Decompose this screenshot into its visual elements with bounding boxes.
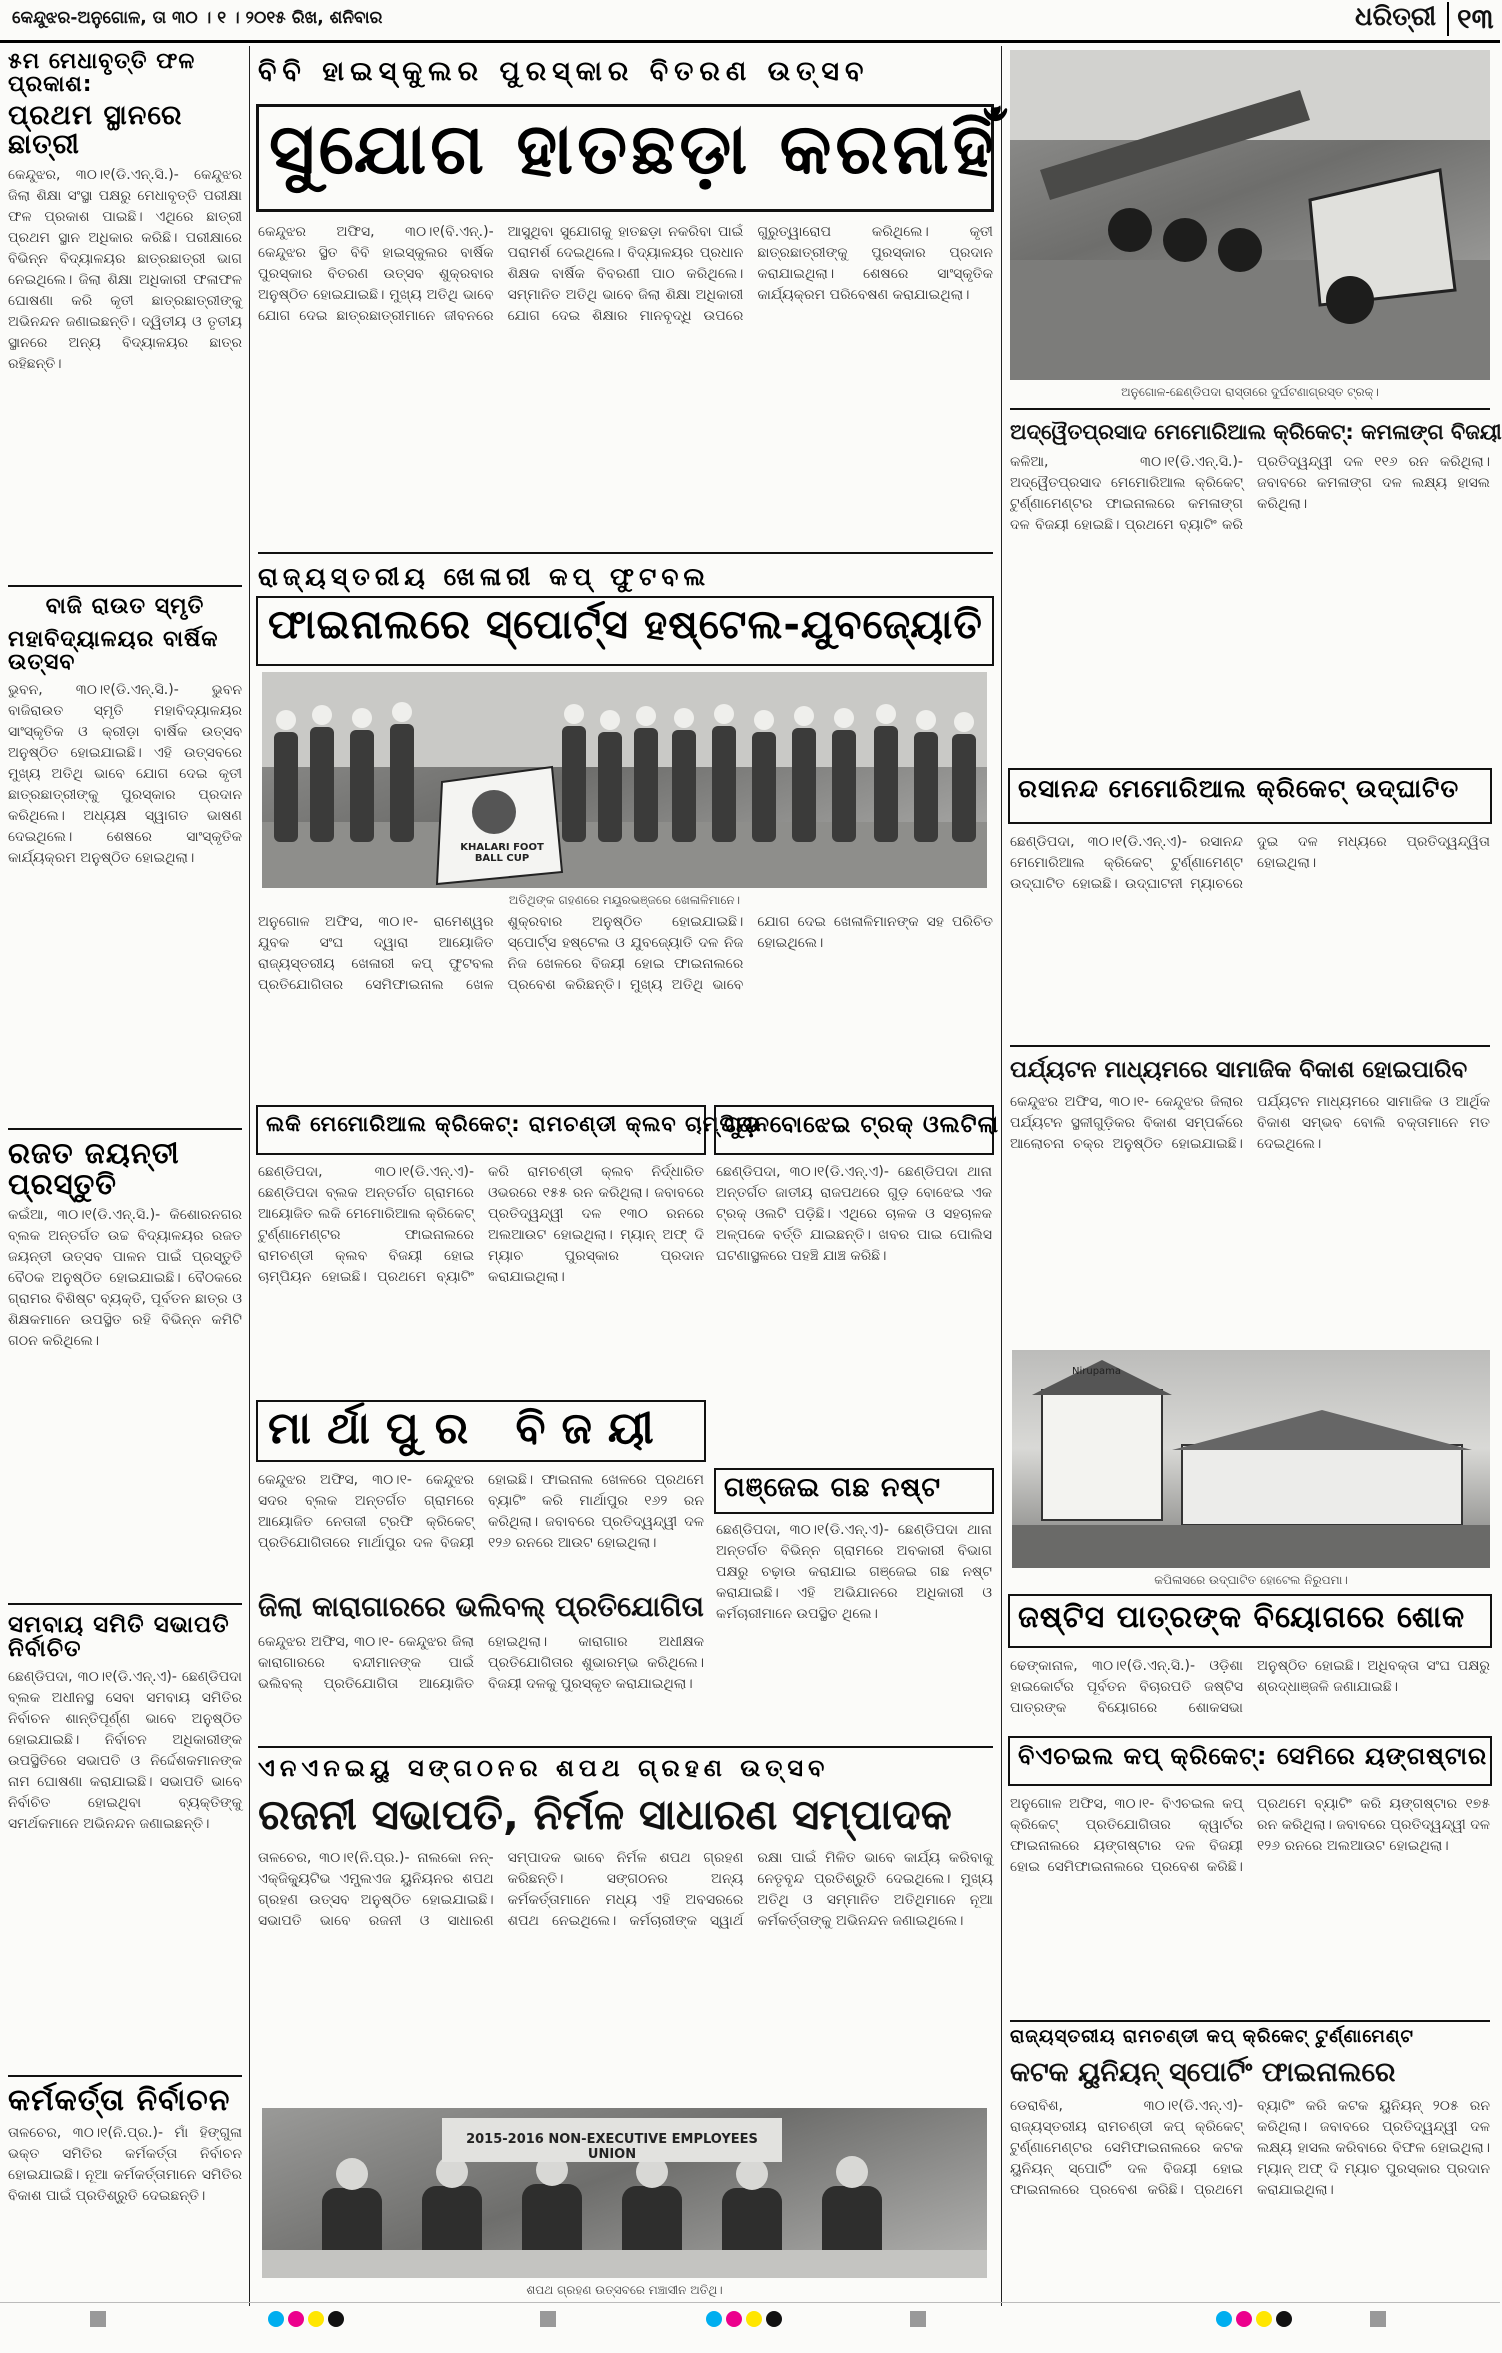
cyan-registration-mark [1216,2311,1232,2327]
headline-box [1008,768,1492,824]
hotel-building-photo [1012,1350,1490,1568]
headline: ଗଞ୍ଜେଇ ଗଛ ନଷ୍ଟ [724,1472,942,1503]
headline: ରସାନନ୍ଦ ମେମୋରିଆଲ କ୍ରିକେଟ୍ ଉଦ୍‌ଘାଟିତ [1018,774,1460,803]
article-body: ଅନୁଗୋଳ ଅଫିସ, ୩୦।୧- ରାମେଶ୍ୱର ଯୁବକ ସଂଘ ଦ୍ୱାରା ଆୟୋଜିତ ରାଜ୍ୟସ୍ତରୀୟ ଖେଳାରୀ କପ୍ ଫୁଟବଲ ପ୍ରତିଯୋଗିତାର ସେମିଫାଇନାଲ ଖେଳ ଶୁକ୍ରବାର ଅନୁଷ୍ଠିତ ହୋଇଯାଇଛି। ସ୍ପୋର୍ଟ୍ସ ହଷ୍ଟେଲ ଓ ଯୁବଜ୍ୟୋତି ଦଳ ନିଜ ନିଜ ଖେଳରେ ବିଜୟୀ ହୋଇ ଫାଇନାଲରେ ପ୍ରବେଶ କରିଛନ୍ତି। ମୁଖ୍ୟ ଅତିଥି ଭାବେ ଯୋଗ ଦେଇ ଖେଳାଳିମାନଙ୍କ ସହ ପରିଚିତ ହୋଇଥିଲେ। [258,914,993,993]
overturned-truck-photo [1010,50,1490,380]
headline: ମାର୍ଥାପୁର ବିଜୟୀ [268,1403,670,1454]
headline-box [256,1105,770,1155]
gray-step-mark [540,2311,556,2327]
cyan-registration-mark [268,2311,284,2327]
article-body: କେନ୍ଦୁଝର ଅଫିସ, ୩୦।୧- କେନ୍ଦୁଝର ସଦର ବ୍ଲକ ଅନ୍ତର୍ଗତ ଗ୍ରାମରେ ଆୟୋଜିତ ନେତାଜୀ ଟ୍ରଫି କ୍ରିକେଟ୍ ପ୍ରତିଯୋଗିତାରେ ମାର୍ଥାପୁର ଦଳ ବିଜୟୀ ହୋଇଛି। ଫାଇନାଲ ଖେଳରେ ପ୍ରଥମେ ବ୍ୟାଟିଂ କରି ମାର୍ଥାପୁର ୧୬୨ ରନ କରିଥିଲା। ଜବାବରେ ପ୍ରତିଦ୍ୱନ୍ଦ୍ୱୀ ଦଳ ୧୨୬ ରନରେ ଆଉଟ ହୋଇଥିଲା। [258,1472,704,1551]
kicker [258,58,993,100]
union-stage-photo [262,2108,987,2278]
team-figures [262,672,987,888]
headline: କଟକ ୟୁନିୟନ୍ ସ୍ପୋର୍ଟିଂ ଫାଇନାଲରେ [1010,2057,1396,2088]
main-headline: ସୁଯୋଗ ହାତଛଡ଼ା କରନାହିଁ [269,108,998,190]
stage-banner [442,2118,782,2162]
article-body: କଇଁଆ, ୩୦।୧(ଡି.ଏନ୍.ସି.)- କିଶୋରନଗର ବ୍ଲକ ଅନ୍ତର୍ଗତ ଉଚ୍ଚ ବିଦ୍ୟାଳୟର ରଜତ ଜୟନ୍ତୀ ଉତ୍ସବ ପାଳନ ପାଇଁ ପ୍ରସ୍ତୁତି ବୈଠକ ଅନୁଷ୍ଠିତ ହୋଇଯାଇଛି। ବୈଠକରେ ଗ୍ରାମର ବିଶିଷ୍ଟ ବ୍ୟକ୍ତି, ପୂର୍ବତନ ଛାତ୍ର ଓ ଶିକ୍ଷକମାନେ ଉପସ୍ଥିତ ରହି ବିଭିନ୍ନ କମିଟି ଗଠନ କରିଥିଲେ। [8,1207,242,1350]
headline: ମହାବିଦ୍ୟାଳୟର ବାର୍ଷିକ ଉତ୍ସବ [8,626,219,676]
kicker-text: ଏନଏନଇୟୁ ସଙ୍ଗଠନର ଶପଥ ଗ୍ରହଣ ଉତ୍ସବ [258,1754,830,1782]
gray-step-mark [910,2311,926,2327]
date-line: କେନ୍ଦୁଝର-ଅନୁଗୋଳ, ତା ୩୦ । ୧ । ୨୦୧୫ ରିଖ, ଶନିବାର [12,8,383,28]
article [8,1603,242,2067]
photo-caption: ଶପଥ ଗ୍ରହଣ ଉତ୍ସବରେ ମଞ୍ଚାସୀନ ଅତିଥି। [526,2283,723,2297]
gray-step-mark [90,2311,106,2327]
headline-box [714,1105,1000,1155]
headline-box [1008,1594,1492,1648]
magenta-registration-mark [1236,2311,1252,2327]
yellow-registration-mark [746,2311,762,2327]
headline: ଫାଇନାଲରେ ସ୍ପୋର୍ଟ୍ସ ହଷ୍ଟେଲ-ଯୁବଜ୍ୟୋତି [268,602,983,648]
kicker-text: ରାଜ୍ୟସ୍ତରୀୟ ଖେଳାରୀ କପ୍ ଫୁଟବଲ [258,562,711,591]
yellow-registration-mark [308,2311,324,2327]
article [8,1128,242,1595]
footer-strip [0,2302,1500,2333]
photo-caption: ଅନୁଗୋଳ-ଛେଣ୍ଡିପଦା ରାସ୍ତାରେ ଦୁର୍ଘଟଣାଗ୍ରସ୍ତ ଟ୍ରକ୍। [1121,385,1379,399]
main-headline-box [256,104,998,212]
kicker [258,1746,993,1781]
kicker-text: ରାଜ୍ୟସ୍ତରୀୟ ରାମଚଣ୍ଡୀ କପ୍ କ୍ରିକେଟ୍ ଟୁର୍ଣ୍ଣାମେଣ୍ଟ [1010,2026,1414,2047]
yellow-registration-mark [1256,2311,1272,2327]
left-column [8,50,242,2300]
kicker [1010,2020,1490,2047]
headline-box [714,1468,994,1514]
column-rule [249,46,250,2306]
article-body: ତାଳଚେର, ୩୦।୧(ନି.ପ୍ର.)- ନାଲକୋ ନନ୍-ଏକ୍ଜିକ୍ୟୁଟିଭ ଏମ୍ପ୍ଲଏଜ ୟୁନିୟନର ଶପଥ ଗ୍ରହଣ ଉତ୍ସବ ଅନୁଷ୍ଠିତ ହୋଇଯାଇଛି। ସଭାପତି ଭାବେ ରଜନୀ ଓ ସାଧାରଣ ସମ୍ପାଦକ ଭାବେ ନିର୍ମଳ ଶପଥ ଗ୍ରହଣ କରିଛନ୍ତି। ସଙ୍ଗଠନର ଅନ୍ୟ କର୍ମକର୍ତ୍ତାମାନେ ମଧ୍ୟ ଏହି ଅବସରରେ ଶପଥ ନେଇଥିଲେ। କର୍ମଚାରୀଙ୍କ ସ୍ୱାର୍ଥ ରକ୍ଷା ପାଇଁ ମିଳିତ ଭାବେ କାର୍ଯ୍ୟ କରିବାକୁ ନେତୃବୃନ୍ଦ ପ୍ରତିଶ୍ରୁତି ଦେଇଥିଲେ। ମୁଖ୍ୟ ଅତିଥି ଓ ସମ୍ମାନିତ ଅତିଥିମାନେ ନୂଆ କର୍ମକର୍ତ୍ତାଙ୍କୁ ଅଭିନନ୍ଦନ ଜଣାଇଥିଲେ। [258,1850,993,1929]
column-rule [1001,46,1002,2306]
headline: କର୍ମକର୍ତ୍ତା ନିର୍ବାଚନ [8,2083,231,2119]
article-body: କେନ୍ଦୁଝର, ୩୦।୧(ଡି.ଏନ୍.ସି.)- କେନ୍ଦୁଝର ଜିଲା ଶିକ୍ଷା ସଂସ୍ଥା ପକ୍ଷରୁ ମେଧାବୃତ୍ତି ପରୀକ୍ଷା ଫଳ ପ୍ରକାଶ ପାଇଛି। ଏଥିରେ ଛାତ୍ରୀ ପ୍ରଥମ ସ୍ଥାନ ଅଧିକାର କରିଛି। ପରୀକ୍ଷାରେ ବିଭିନ୍ନ ବିଦ୍ୟାଳୟର ଛାତ୍ରଛାତ୍ରୀ ଭାଗ ନେଇଥିଲେ। ଜିଲା ଶିକ୍ଷା ଅଧିକାରୀ ଫଳାଫଳ ଘୋଷଣା କରି କୃତୀ ଛାତ୍ରଛାତ୍ରୀଙ୍କୁ ଅଭିନନ୍ଦନ ଜଣାଇଛନ୍ତି। ଦ୍ୱିତୀୟ ଓ ତୃତୀୟ ସ୍ଥାନରେ ଅନ୍ୟ ବିଦ୍ୟାଳୟର ଛାତ୍ର ରହିଛନ୍ତି। [8,166,242,372]
article-body: ଛେଣ୍ଡିପଦା, ୩୦।୧(ଡି.ଏନ୍.ଏ)- ଛେଣ୍ଡିପଦା ବ୍ଲକ ଅଧୀନସ୍ଥ ସେବା ସମବାୟ ସମିତିର ନିର୍ବାଚନ ଶାନ୍ତିପୂର୍ଣ୍ଣ ଭାବେ ଅନୁଷ୍ଠିତ ହୋଇଯାଇଛି। ନିର୍ବାଚନ ଅଧିକାରୀଙ୍କ ଉପସ୍ଥିତିରେ ସଭାପତି ଓ ନିର୍ଦ୍ଦେଶକମାନଙ୍କ ନାମ ଘୋଷଣା କରାଯାଇଛି। ସଭାପତି ଭାବେ ନିର୍ବାଚିତ ହୋଇଥିବା ବ୍ୟକ୍ତିଙ୍କୁ ସମର୍ଥକମାନେ ଅଭିନନ୍ଦନ ଜଣାଇଛନ୍ତି। [8,1669,242,1833]
kicker-text: ବିବି ହାଇସ୍କୁଲର ପୁରସ୍କାର ବିତରଣ ଉତ୍ସବ [258,56,870,87]
kicker [258,552,993,590]
article [8,585,242,1120]
headline: ରଜତ ଜୟନ୍ତୀ ପ୍ରସ୍ତୁତି [8,1136,180,1201]
magenta-registration-mark [288,2311,304,2327]
headline: ସମବାୟ ସମିତି ସଭାପତି ନିର୍ବାଚିତ [8,1612,230,1663]
black-registration-mark [766,2311,782,2327]
headline: ପ୍ରଥମ ସ୍ଥାନରେ ଛାତ୍ରୀ [8,100,183,160]
headline: ୫ମ ମେଧାବୃତ୍ତି ଫଳ ପ୍ରକାଶ: [8,49,196,98]
article-body: ଅନୁଗୋଳ ଅଫିସ, ୩୦।୧- ବିଏଚଇଲ କପ୍ କ୍ରିକେଟ୍ ପ୍ରତିଯୋଗିତାର କ୍ୱାର୍ଟର ଫାଇନାଲରେ ୟଙ୍ଗଷ୍ଟାର ଦଳ ବିଜୟୀ ହୋଇ ସେମିଫାଇନାଲରେ ପ୍ରବେଶ କରିଛି। ପ୍ରଥମେ ବ୍ୟାଟିଂ କରି ୟଙ୍ଗଷ୍ଟାର ୧୭୫ ରନ କରିଥିଲା। ଜବାବରେ ପ୍ରତିଦ୍ୱନ୍ଦ୍ୱୀ ଦଳ ୧୨୬ ରନରେ ଅଲଆଉଟ ହୋଇଥିଲା। [1010,1796,1490,1875]
page-header [0,0,1500,43]
cyan-registration-mark [706,2311,722,2327]
photo-caption: ଅତିଥିଙ୍କ ଗହଣରେ ମୟୂରଭଞ୍ଜରେ ଖେଳାଳିମାନେ। [508,893,741,907]
headline: ଗୁଡ଼ ବୋଝେଇ ଟ୍ରକ୍ ଓଲଟିଲା [724,1112,1000,1138]
headline: ଜଷ୍ଟିସ ପାତ୍ରଙ୍କ ବିୟୋଗରେ ଶୋକ [1018,1600,1466,1635]
article-body: କେନ୍ଦୁଝର ଅଫିସ, ୩୦।୧(ବି.ଏନ୍.)- କେନ୍ଦୁଝର ସ୍ଥିତ ବିବି ହାଇସ୍କୁଲର ବାର୍ଷିକ ପୁରସ୍କାର ବିତରଣ ଉତ୍ସବ ଶୁକ୍ରବାର ଅନୁଷ୍ଠିତ ହୋଇଯାଇଛି। ମୁଖ୍ୟ ଅତିଥି ଭାବେ ଯୋଗ ଦେଇ ଛାତ୍ରଛାତ୍ରୀମାନେ ଜୀବନରେ ଆସୁଥିବା ସୁଯୋଗକୁ ହାତଛଡ଼ା ନକରିବା ପାଇଁ ପରାମର୍ଶ ଦେଇଥିଲେ। ବିଦ୍ୟାଳୟର ପ୍ରଧାନ ଶିକ୍ଷକ ବାର୍ଷିକ ବିବରଣୀ ପାଠ କରିଥିଲେ। ସମ୍ମାନିତ ଅତିଥି ଭାବେ ଜିଲା ଶିକ୍ଷା ଅଧିକାରୀ ଯୋଗ ଦେଇ ଶିକ୍ଷାର ମାନବୃଦ୍ଧି ଉପରେ ଗୁରୁତ୍ୱାରୋପ କରିଥିଲେ। କୃତୀ ଛାତ୍ରଛାତ୍ରୀଙ୍କୁ ପୁରସ୍କାର ପ୍ରଦାନ କରାଯାଇଥିଲା। ଶେଷରେ ସାଂସ୍କୃତିକ କାର୍ଯ୍ୟକ୍ରମ ପରିବେଷଣ କରାଯାଇଥିଲା। [258,224,993,324]
headline: ଅଦ୍ୱୈତପ୍ରସାଦ ମେମୋରିଆଲ କ୍ରିକେଟ୍: କମଳାଙ୍ଗ ବିଜୟୀ [1010,408,1490,446]
headline-box [1008,1736,1492,1786]
building-scene [1012,1350,1490,1568]
article-body: କଳିଆ, ୩୦।୧(ଡି.ଏନ୍.ସି.)- ଅଦ୍ୱୈତପ୍ରସାଦ ମେମୋରିଆଲ କ୍ରିକେଟ୍ ଟୁର୍ଣ୍ଣାମେଣ୍ଟର ଫାଇନାଲରେ କମଳାଙ୍ଗ ଦଳ ବିଜୟୀ ହୋଇଛି। ପ୍ରଥମେ ବ୍ୟାଟିଂ କରି ପ୍ରତିଦ୍ୱନ୍ଦ୍ୱୀ ଦଳ ୧୧୬ ରନ କରିଥିଲା। ଜବାବରେ କମଳାଙ୍ଗ ଦଳ ଲକ୍ଷ୍ୟ ହାସଲ କରିଥିଲା। [1010,454,1490,533]
headline: ବିଏଚଇଲ କପ୍ କ୍ରିକେଟ୍: ସେମିରେ ୟଙ୍ଗଷ୍ଟାର [1018,1742,1488,1770]
headline: ଜିଲା କାରାଗାରରେ ଭଲିବଲ୍ ପ୍ରତିଯୋଗିତା [258,1590,704,1623]
building-sign: Nirupama [1072,1366,1122,1377]
banner-text: KHALARI FOOT BALL CUP [460,842,544,864]
headline-box [256,1400,706,1462]
headline: ଲକି ମେମୋରିଆଲ କ୍ରିକେଟ୍: ରାମଚଣ୍ଡୀ କ୍ଲବ ଚାମ୍ପିୟନ [266,1112,770,1136]
paper-name: ଧରିତ୍ରୀ [1355,2,1437,32]
article-body: ଭୁବନ, ୩୦।୧(ଡି.ଏନ୍.ସି.)- ଭୁବନ ବାଜିରାଉତ ସ୍ମୃତି ମହାବିଦ୍ୟାଳୟର ସାଂସ୍କୃତିକ ଓ କ୍ରୀଡ଼ା ବାର୍ଷିକ ଉତ୍ସବ ଅନୁଷ୍ଠିତ ହୋଇଯାଇଛି। ଏହି ଉତ୍ସବରେ ମୁଖ୍ୟ ଅତିଥି ଭାବେ ଯୋଗ ଦେଇ କୃତୀ ଛାତ୍ରଛାତ୍ରୀଙ୍କୁ ପୁରସ୍କାର ପ୍ରଦାନ କରିଥିଲେ। ଅଧ୍ୟକ୍ଷ ସ୍ୱାଗତ ଭାଷଣ ଦେଇଥିଲେ। ଶେଷରେ ସାଂସ୍କୃତିକ କାର୍ଯ୍ୟକ୍ରମ ଅନୁଷ୍ଠିତ ହୋଇଥିଲା। [8,682,242,867]
article-body: ଛେଣ୍ଡିପଦା, ୩୦।୧(ଡି.ଏନ୍.ଏ)- ଛେଣ୍ଡିପଦା ଥାନା ଅନ୍ତର୍ଗତ ଜାତୀୟ ରାଜପଥରେ ଗୁଡ଼ ବୋଝେଇ ଏକ ଟ୍ରକ୍ ଓଲଟି ପଡ଼ିଛି। ଏଥିରେ ଚାଳକ ଓ ସହଚାଳକ ଅଳ୍ପକେ ବର୍ତ୍ତି ଯାଇଛନ୍ତି। ଖବର ପାଇ ପୋଲିସ ଘଟଣାସ୍ଥଳରେ ପହଞ୍ଚି ଯାଞ୍ଚ କରିଛି। [716,1164,992,1264]
headline: ରଜନୀ ସଭାପତି, ନିର୍ମଳ ସାଧାରଣ ସମ୍ପାଦକ [258,1790,952,1839]
stage-banner-text: 2015-2016 NON-EXECUTIVE EMPLOYEES UNION [466,2132,758,2162]
article-body: ଛେଣ୍ଡିପଦା, ୩୦।୧(ଡି.ଏନ୍.ଏ)- ଛେଣ୍ଡିପଦା ଥାନା ଅନ୍ତର୍ଗତ ବିଭିନ୍ନ ଗ୍ରାମରେ ଅବକାରୀ ବିଭାଗ ପକ୍ଷରୁ ଚଢ଼ାଉ କରାଯାଇ ଗଞ୍ଜେଇ ଗଛ ନଷ୍ଟ କରାଯାଇଛି। ଏହି ଅଭିଯାନରେ ଅଧିକାରୀ ଓ କର୍ମଚାରୀମାନେ ଉପସ୍ଥିତ ଥିଲେ। [716,1522,992,1622]
truck-scene [1010,50,1490,380]
black-registration-mark [1276,2311,1292,2327]
article-body: କେନ୍ଦୁଝର ଅଫିସ, ୩୦।୧- କେନ୍ଦୁଝର ଜିଲାର ପର୍ଯ୍ୟଟନ ସ୍ଥଳୀଗୁଡ଼ିକର ବିକାଶ ସମ୍ପର୍କରେ ଆଲୋଚନା ଚକ୍ର ଅନୁଷ୍ଠିତ ହୋଇଯାଇଛି। ପର୍ଯ୍ୟଟନ ମାଧ୍ୟମରେ ସାମାଜିକ ଓ ଆର୍ଥିକ ବିକାଶ ସମ୍ଭବ ବୋଲି ବକ୍ତାମାନେ ମତ ଦେଇଥିଲେ। [1010,1094,1490,1152]
article-body: ଛେଣ୍ଡିପଦା, ୩୦।୧(ଡି.ଏନ୍.ଏ)- ଛେଣ୍ଡିପଦା ବ୍ଲକ ଅନ୍ତର୍ଗତ ଗ୍ରାମରେ ଆୟୋଜିତ ଲକି ମେମୋରିଆଲ କ୍ରିକେଟ୍ ଟୁର୍ଣ୍ଣାମେଣ୍ଟର ଫାଇନାଲରେ ରାମଚଣ୍ଡୀ କ୍ଲବ ବିଜୟୀ ହୋଇ ଚାମ୍ପିୟନ ହୋଇଛି। ପ୍ରଥମେ ବ୍ୟାଟିଂ କରି ରାମଚଣ୍ଡୀ କ୍ଲବ ନିର୍ଦ୍ଧାରିତ ଓଭରରେ ୧୫୫ ରନ କରିଥିଲା। ଜବାବରେ ପ୍ରତିଦ୍ୱନ୍ଦ୍ୱୀ ଦଳ ୧୩୦ ରନରେ ଅଲଆଉଟ ହୋଇଥିଲା। ମ୍ୟାନ୍ ଅଫ୍ ଦି ମ୍ୟାଚ ପୁରସ୍କାର ପ୍ରଦାନ କରାଯାଇଥିଲା। [258,1164,704,1285]
gray-step-mark [1370,2311,1386,2327]
article-body: ଛେଣ୍ଡିପଦା, ୩୦।୧(ଡି.ଏନ୍.ଏ)- ରସାନନ୍ଦ ମେମୋରିଆଲ କ୍ରିକେଟ୍ ଟୁର୍ଣ୍ଣାମେଣ୍ଟ ଉଦ୍‌ଘାଟିତ ହୋଇଛି। ଉଦ୍‌ଘାଟନୀ ମ୍ୟାଚରେ ଦୁଇ ଦଳ ମଧ୍ୟରେ ପ୍ରତିଦ୍ୱନ୍ଦ୍ୱିତା ହୋଇଥିଲା। [1010,834,1490,892]
magenta-registration-mark [726,2311,742,2327]
headline-box [256,596,994,666]
headline: ପର୍ଯ୍ୟଟନ ମାଧ୍ୟମରେ ସାମାଜିକ ବିକାଶ ହୋଇପାରିବ [1010,1045,1490,1085]
article-body: କେନ୍ଦୁଝର ଅଫିସ, ୩୦।୧- କେନ୍ଦୁଝର ଜିଲା କାରାଗାରରେ ବନ୍ଦୀମାନଙ୍କ ପାଇଁ ଭଲିବଲ୍ ପ୍ରତିଯୋଗିତା ଆୟୋଜିତ ହୋଇଥିଲା। କାରାଗାର ଅଧୀକ୍ଷକ ପ୍ରତିଯୋଗିତାର ଶୁଭାରମ୍ଭ କରିଥିଲେ। ବିଜୟୀ ଦଳକୁ ପୁରସ୍କୃତ କରାଯାଇଥିଲା। [258,1634,704,1692]
photo-caption: କପିଳାସରେ ଉଦ୍‌ଘାଟିତ ହୋଟେଲ ନିରୁପମା। [1154,1573,1348,1587]
black-registration-mark [328,2311,344,2327]
headline: ବାଜି ରାଉତ ସ୍ମୃତି [45,593,205,619]
article-body: ଢେଙ୍କାନାଳ, ୩୦।୧(ଡି.ଏନ୍.ସି.)- ଓଡ଼ିଶା ହାଇକୋର୍ଟର ପୂର୍ବତନ ବିଚାରପତି ଜଷ୍ଟିସ ପାତ୍ରଙ୍କ ବିୟୋଗରେ ଶୋକସଭା ଅନୁଷ୍ଠିତ ହୋଇଛି। ଅଧିବକ୍ତା ସଂଘ ପକ୍ଷରୁ ଶ୍ରଦ୍ଧାଞ୍ଜଳି ଜଣାଯାଇଛି। [1010,1658,1490,1716]
article-body: ତାଳଚେର, ୩୦।୧(ନି.ପ୍ର.)- ମାଁ ହିଙ୍ଗୁଳା ଭକ୍ତ ସମିତିର କର୍ମକର୍ତ୍ତା ନିର୍ବାଚନ ହୋଇଯାଇଛି। ନୂଆ କର୍ମକର୍ତ୍ତାମାନେ ସମିତିର ବିକାଶ ପାଇଁ ପ୍ରତିଶ୍ରୁତି ଦେଇଛନ୍ତି। [8,2124,242,2204]
article-body: ଡେରାବିଶ, ୩୦।୧(ଡି.ଏନ୍.ଏ)- ରାଜ୍ୟସ୍ତରୀୟ ରାମଚଣ୍ଡୀ କପ୍ କ୍ରିକେଟ୍ ଟୁର୍ଣ୍ଣାମେଣ୍ଟର ସେମିଫାଇନାଲରେ କଟକ ୟୁନିୟନ୍ ସ୍ପୋର୍ଟିଂ ଦଳ ବିଜୟୀ ହୋଇ ଫାଇନାଲରେ ପ୍ରବେଶ କରିଛି। ପ୍ରଥମେ ବ୍ୟାଟିଂ କରି କଟକ ୟୁନିୟନ୍ ୨୦୫ ରନ କରିଥିଲା। ଜବାବରେ ପ୍ରତିଦ୍ୱନ୍ଦ୍ୱୀ ଦଳ ଲକ୍ଷ୍ୟ ହାସଲ କରିବାରେ ବିଫଳ ହୋଇଥିଲା। ମ୍ୟାନ୍ ଅଫ୍ ଦି ମ୍ୟାଚ ପୁରସ୍କାର ପ୍ରଦାନ କରାଯାଇଥିଲା। [1010,2098,1490,2198]
page-number: ୧୩ [1447,2,1494,36]
football-team-photo [262,672,987,888]
